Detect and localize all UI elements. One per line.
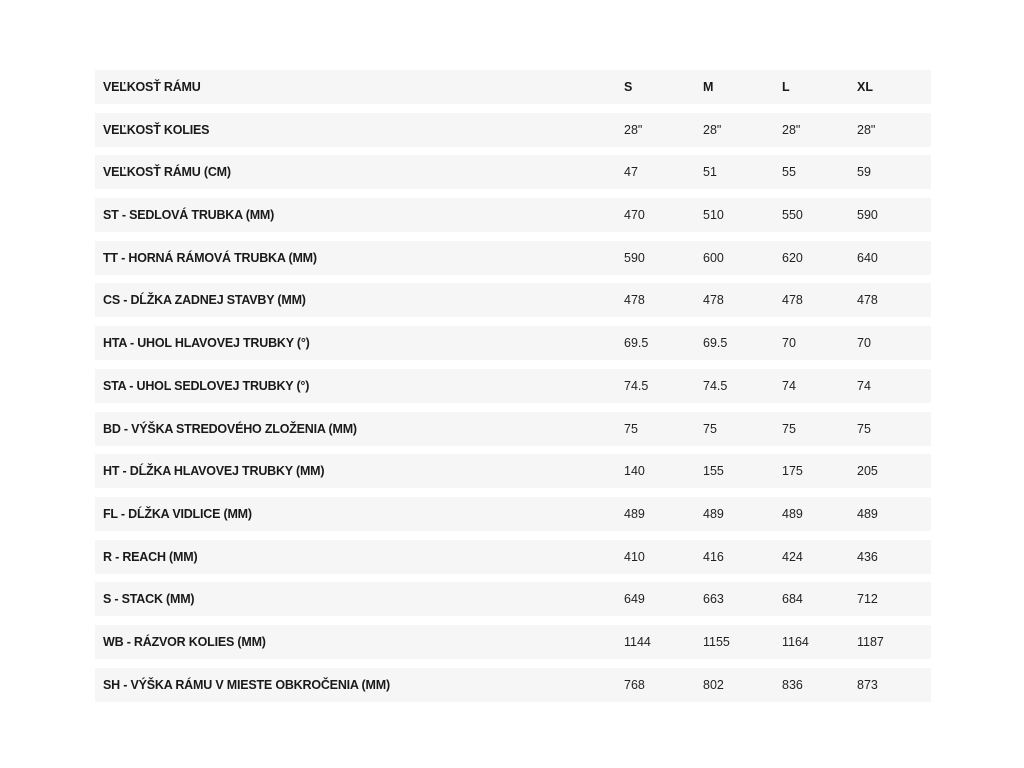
row-label: ST - SEDLOVÁ TRUBKA (MM) <box>103 208 275 223</box>
row-label: WB - RÁZVOR KOLIES (MM) <box>103 634 266 649</box>
row-value-s: 28" <box>624 122 643 137</box>
row-value-l: 684 <box>782 592 803 607</box>
row-value-m: 600 <box>703 250 724 265</box>
header-label: VEĽKOSŤ RÁMU <box>103 80 201 94</box>
row-value-xl: 873 <box>857 677 878 692</box>
row-value-s: 649 <box>624 592 645 607</box>
row-value-l: 28" <box>782 122 801 137</box>
row-value-l: 478 <box>782 293 803 308</box>
row-value-xl: 59 <box>857 165 871 180</box>
table-row <box>95 369 931 403</box>
row-value-s: 489 <box>624 506 645 521</box>
row-value-m: 74.5 <box>703 378 728 393</box>
row-value-m: 69.5 <box>703 336 728 351</box>
header-size-xl: XL <box>857 80 873 94</box>
row-label: S - STACK (MM) <box>103 592 195 607</box>
row-value-l: 620 <box>782 250 803 265</box>
table-row <box>95 625 931 659</box>
row-label: FL - DĹŽKA VIDLICE (MM) <box>103 506 252 521</box>
row-value-xl: 436 <box>857 549 878 564</box>
row-label: HTA - UHOL HLAVOVEJ TRUBKY (°) <box>103 336 310 351</box>
row-value-s: 1144 <box>624 634 651 649</box>
row-value-xl: 478 <box>857 293 878 308</box>
row-label: STA - UHOL SEDLOVEJ TRUBKY (°) <box>103 378 310 393</box>
row-value-s: 47 <box>624 165 638 180</box>
table-row <box>95 412 931 446</box>
table-row <box>95 454 931 488</box>
row-value-m: 489 <box>703 506 724 521</box>
table-row <box>95 540 931 574</box>
row-value-m: 478 <box>703 293 724 308</box>
row-value-l: 175 <box>782 464 803 479</box>
row-value-l: 1164 <box>782 634 809 649</box>
table-row <box>95 668 931 702</box>
row-value-s: 69.5 <box>624 336 649 351</box>
row-value-s: 410 <box>624 549 645 564</box>
row-value-xl: 640 <box>857 250 878 265</box>
row-value-m: 75 <box>703 421 717 436</box>
table-row <box>95 582 931 616</box>
row-value-s: 590 <box>624 250 645 265</box>
row-label: VEĽKOSŤ KOLIES <box>103 122 210 137</box>
row-value-l: 75 <box>782 421 796 436</box>
row-value-xl: 489 <box>857 506 878 521</box>
table-row <box>95 497 931 531</box>
row-value-m: 28" <box>703 122 722 137</box>
row-value-s: 470 <box>624 208 645 223</box>
row-label: CS - DĹŽKA ZADNEJ STAVBY (MM) <box>103 293 306 308</box>
row-value-xl: 75 <box>857 421 871 436</box>
header-size-m: M <box>703 80 714 94</box>
table-row <box>95 326 931 360</box>
row-value-m: 663 <box>703 592 724 607</box>
row-value-s: 75 <box>624 421 638 436</box>
row-value-l: 74 <box>782 378 796 393</box>
row-value-xl: 70 <box>857 336 871 351</box>
table-row <box>95 241 931 275</box>
row-value-xl: 590 <box>857 208 878 223</box>
row-value-xl: 205 <box>857 464 878 479</box>
row-value-xl: 1187 <box>857 634 884 649</box>
row-value-s: 768 <box>624 677 645 692</box>
row-label: SH - VÝŠKA RÁMU V MIESTE OBKROČENIA (MM) <box>103 677 390 692</box>
row-value-s: 140 <box>624 464 645 479</box>
row-label: R - REACH (MM) <box>103 549 198 564</box>
row-label: TT - HORNÁ RÁMOVÁ TRUBKA (MM) <box>103 250 317 265</box>
table-row <box>95 155 931 189</box>
row-value-l: 70 <box>782 336 796 351</box>
row-value-xl: 74 <box>857 378 871 393</box>
row-value-m: 416 <box>703 549 724 564</box>
table-row <box>95 283 931 317</box>
table-body <box>95 113 931 702</box>
row-value-m: 51 <box>703 165 717 180</box>
row-label: BD - VÝŠKA STREDOVÉHO ZLOŽENIA (MM) <box>103 421 357 436</box>
header-size-l: L <box>782 80 790 94</box>
row-value-m: 802 <box>703 677 724 692</box>
row-value-l: 489 <box>782 506 803 521</box>
row-value-xl: 28" <box>857 122 876 137</box>
row-value-s: 478 <box>624 293 645 308</box>
row-value-l: 55 <box>782 165 796 180</box>
row-value-l: 424 <box>782 549 803 564</box>
geometry-table <box>95 70 931 702</box>
row-value-l: 836 <box>782 677 803 692</box>
row-value-m: 510 <box>703 208 724 223</box>
table-row <box>95 198 931 232</box>
row-value-m: 1155 <box>703 634 730 649</box>
row-value-l: 550 <box>782 208 803 223</box>
table-row <box>95 113 931 147</box>
row-value-m: 155 <box>703 464 724 479</box>
row-label: VEĽKOSŤ RÁMU (CM) <box>103 165 231 180</box>
row-label: HT - DĹŽKA HLAVOVEJ TRUBKY (MM) <box>103 464 325 479</box>
row-value-s: 74.5 <box>624 378 649 393</box>
row-value-xl: 712 <box>857 592 878 607</box>
table-header-row <box>95 70 931 104</box>
header-size-s: S <box>624 80 633 94</box>
